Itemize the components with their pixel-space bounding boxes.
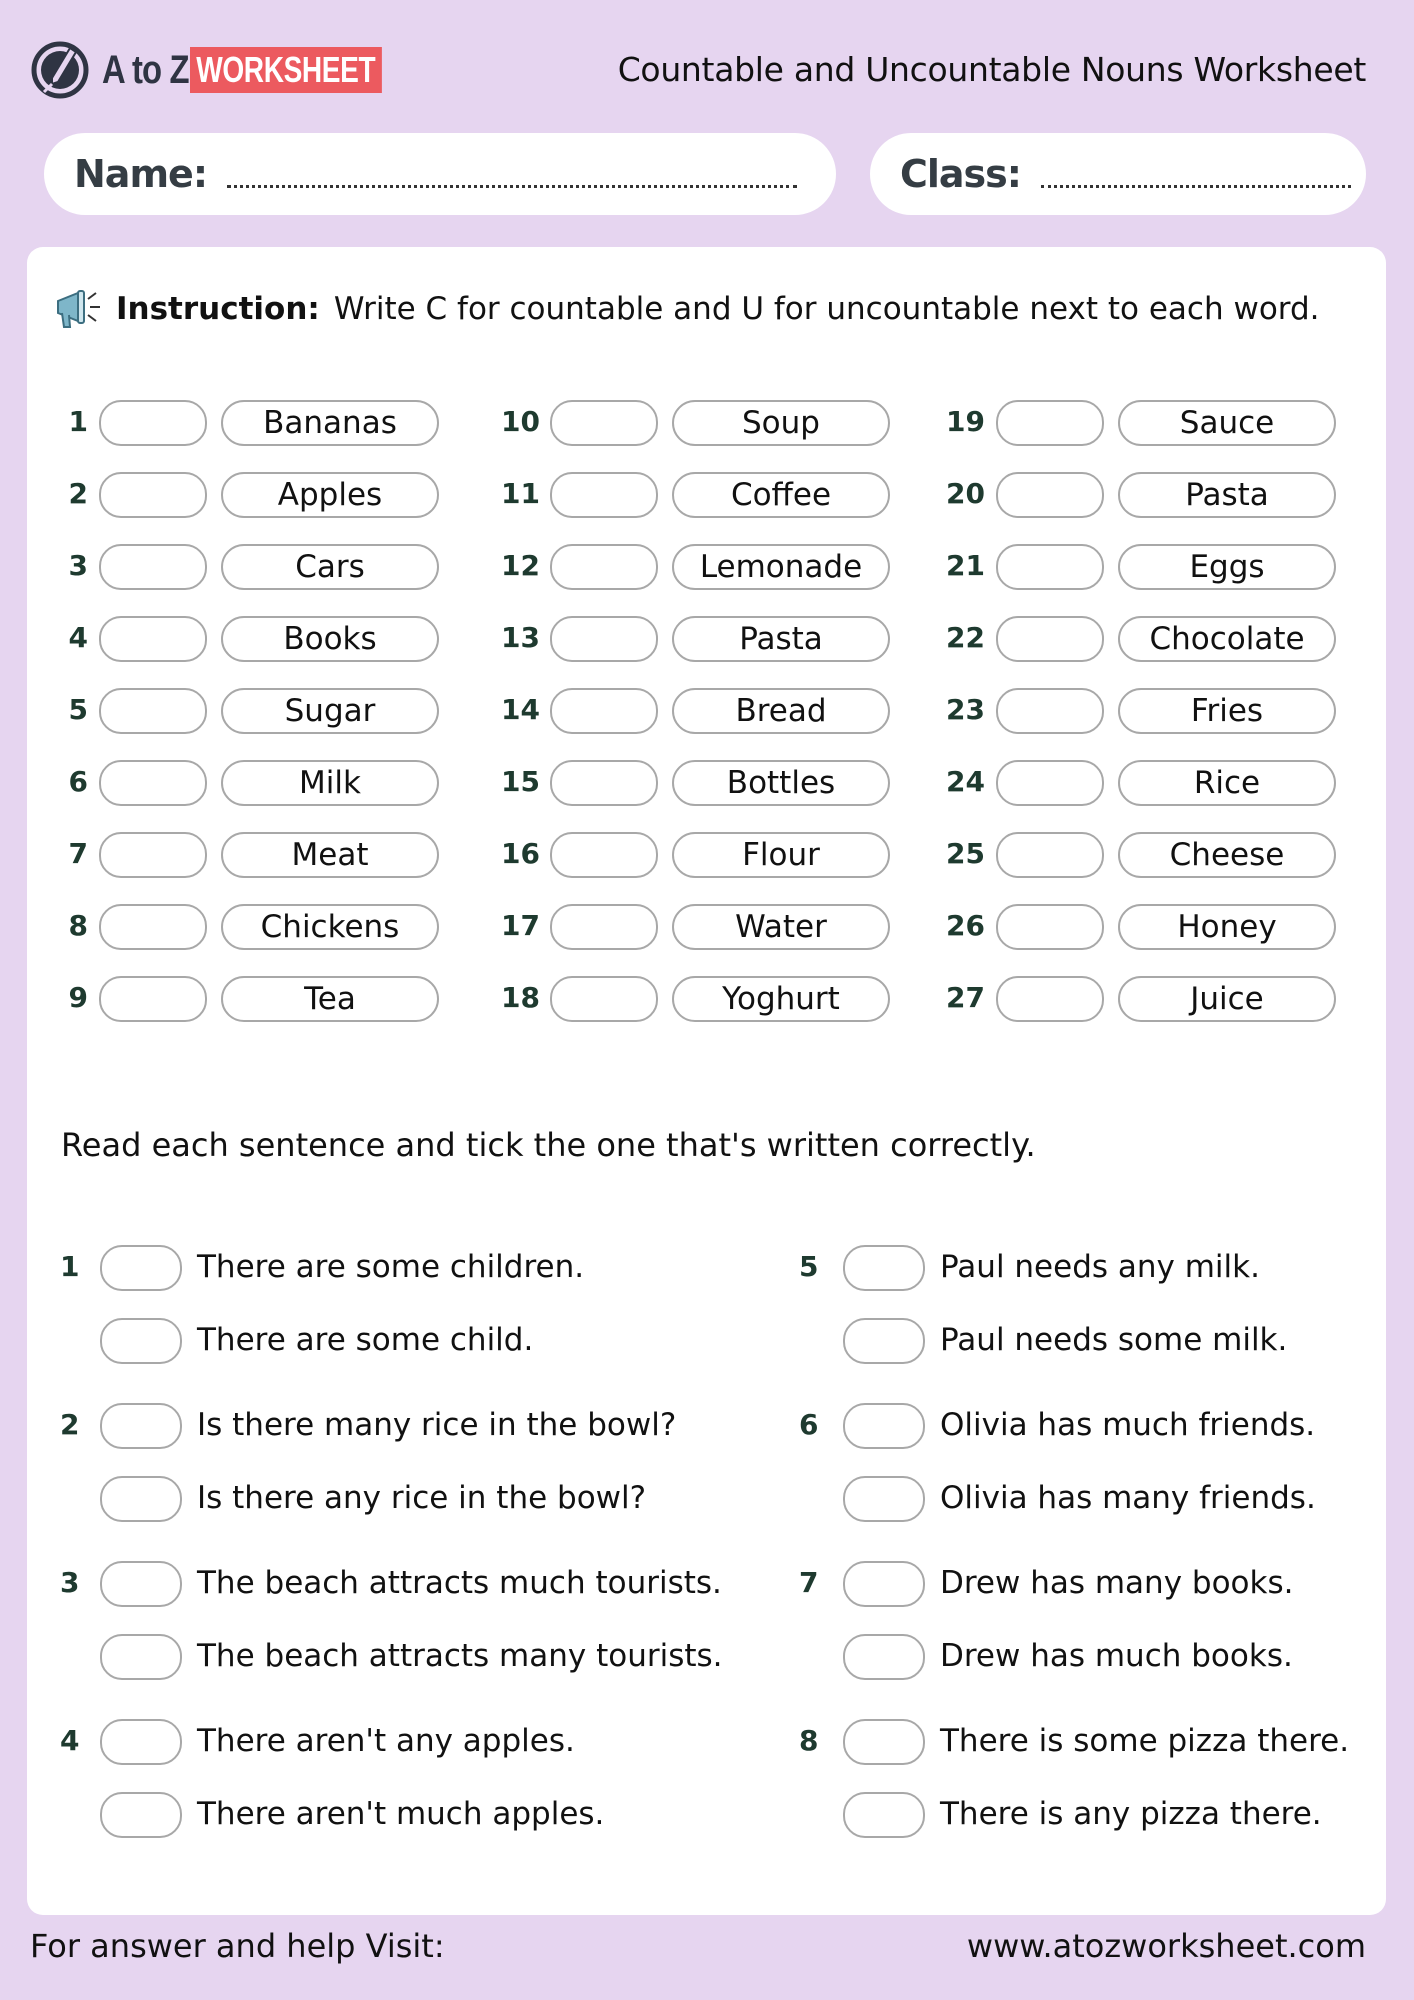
- word-label: Juice: [1118, 976, 1336, 1022]
- answer-box[interactable]: [99, 760, 207, 806]
- item-number: 26: [946, 909, 985, 942]
- item-number: 1: [68, 405, 88, 438]
- sentence-option: Olivia has much friends.: [940, 1407, 1316, 1443]
- item-number: 17: [501, 909, 540, 942]
- tick-box[interactable]: [843, 1792, 925, 1838]
- item-number: 22: [946, 621, 985, 654]
- answer-box[interactable]: [550, 832, 658, 878]
- answer-box[interactable]: [550, 904, 658, 950]
- logo-text: A to Z: [102, 47, 189, 92]
- sentence-option: There aren't any apples.: [197, 1723, 575, 1759]
- tick-box[interactable]: [100, 1476, 182, 1522]
- answer-box[interactable]: [996, 616, 1104, 662]
- word-label: Meat: [221, 832, 439, 878]
- footer-link[interactable]: www.atozworksheet.com: [966, 1927, 1366, 1965]
- item-number: 19: [946, 405, 985, 438]
- word-label: Eggs: [1118, 544, 1336, 590]
- word-label: Tea: [221, 976, 439, 1022]
- pen-logo-icon: [30, 40, 90, 100]
- sentence-option: Is there any rice in the bowl?: [197, 1480, 647, 1516]
- tick-box[interactable]: [100, 1792, 182, 1838]
- name-field[interactable]: [44, 133, 836, 215]
- sentence-option: There is some pizza there.: [940, 1723, 1350, 1759]
- item-number: 24: [946, 765, 985, 798]
- word-label: Yoghurt: [672, 976, 890, 1022]
- instruction-text: Write C for countable and U for uncountable next to each word.: [333, 291, 1320, 327]
- brand-logo: [30, 38, 435, 102]
- sentence-option: There are some children.: [197, 1249, 585, 1285]
- item-number: 9: [68, 981, 88, 1014]
- word-label: Cheese: [1118, 832, 1336, 878]
- question-number: 7: [799, 1566, 819, 1599]
- instruction: [54, 287, 1320, 331]
- answer-box[interactable]: [550, 400, 658, 446]
- answer-box[interactable]: [99, 400, 207, 446]
- answer-box[interactable]: [550, 760, 658, 806]
- item-number: 7: [68, 837, 88, 870]
- answer-box[interactable]: [996, 472, 1104, 518]
- sentence-option: Drew has many books.: [940, 1565, 1294, 1601]
- answer-box[interactable]: [996, 688, 1104, 734]
- word-label: Bread: [672, 688, 890, 734]
- name-line[interactable]: [227, 185, 797, 188]
- class-label: Class:: [900, 152, 1021, 196]
- item-number: 16: [501, 837, 540, 870]
- answer-box[interactable]: [99, 976, 207, 1022]
- tick-box[interactable]: [843, 1318, 925, 1364]
- word-label: Pasta: [1118, 472, 1336, 518]
- word-label: Bottles: [672, 760, 890, 806]
- logo-badge: WORKSHEET: [190, 47, 381, 93]
- tick-box[interactable]: [843, 1561, 925, 1607]
- question-number: 1: [60, 1250, 80, 1283]
- word-label: Cars: [221, 544, 439, 590]
- sentence-option: Paul needs any milk.: [940, 1249, 1260, 1285]
- item-number: 3: [68, 549, 88, 582]
- item-number: 27: [946, 981, 985, 1014]
- question-number: 4: [60, 1724, 80, 1757]
- class-line[interactable]: [1041, 185, 1351, 188]
- answer-box[interactable]: [99, 688, 207, 734]
- item-number: 23: [946, 693, 985, 726]
- item-number: 25: [946, 837, 985, 870]
- tick-box[interactable]: [843, 1719, 925, 1765]
- tick-box[interactable]: [100, 1719, 182, 1765]
- tick-box[interactable]: [100, 1561, 182, 1607]
- word-label: Fries: [1118, 688, 1336, 734]
- answer-box[interactable]: [996, 832, 1104, 878]
- word-label: Coffee: [672, 472, 890, 518]
- answer-box[interactable]: [99, 544, 207, 590]
- sentence-option: Drew has much books.: [940, 1638, 1293, 1674]
- tick-box[interactable]: [843, 1403, 925, 1449]
- word-label: Books: [221, 616, 439, 662]
- item-number: 14: [501, 693, 540, 726]
- answer-box[interactable]: [550, 616, 658, 662]
- section2-instruction: Read each sentence and tick the one that's written correctly.: [61, 1126, 1036, 1164]
- word-label: Honey: [1118, 904, 1336, 950]
- answer-box[interactable]: [550, 472, 658, 518]
- megaphone-icon: [54, 287, 104, 331]
- class-field[interactable]: [870, 133, 1366, 215]
- item-number: 6: [68, 765, 88, 798]
- word-label: Rice: [1118, 760, 1336, 806]
- sentence-option: Is there many rice in the bowl?: [197, 1407, 677, 1443]
- word-label: Sauce: [1118, 400, 1336, 446]
- item-number: 11: [501, 477, 540, 510]
- question-number: 2: [60, 1408, 80, 1441]
- item-number: 18: [501, 981, 540, 1014]
- answer-box[interactable]: [996, 976, 1104, 1022]
- item-number: 13: [501, 621, 540, 654]
- word-label: Soup: [672, 400, 890, 446]
- question-number: 6: [799, 1408, 819, 1441]
- answer-box[interactable]: [996, 544, 1104, 590]
- name-label: Name:: [74, 152, 208, 196]
- answer-box[interactable]: [996, 904, 1104, 950]
- tick-box[interactable]: [843, 1634, 925, 1680]
- answer-box[interactable]: [99, 616, 207, 662]
- answer-box[interactable]: [550, 976, 658, 1022]
- tick-box[interactable]: [100, 1634, 182, 1680]
- item-number: 12: [501, 549, 540, 582]
- question-number: 3: [60, 1566, 80, 1599]
- answer-box[interactable]: [99, 904, 207, 950]
- tick-box[interactable]: [100, 1318, 182, 1364]
- page-title: Countable and Uncountable Nouns Worksheet: [617, 50, 1366, 89]
- word-label: Sugar: [221, 688, 439, 734]
- word-label: Water: [672, 904, 890, 950]
- tick-box[interactable]: [843, 1245, 925, 1291]
- item-number: 20: [946, 477, 985, 510]
- tick-box[interactable]: [843, 1476, 925, 1522]
- question-number: 5: [799, 1250, 819, 1283]
- answer-box[interactable]: [99, 472, 207, 518]
- sentence-option: There are some child.: [197, 1322, 534, 1358]
- sentence-option: There is any pizza there.: [940, 1796, 1322, 1832]
- item-number: 5: [68, 693, 88, 726]
- sentence-option: The beach attracts much tourists.: [197, 1565, 722, 1601]
- sentence-option: There aren't much apples.: [197, 1796, 605, 1832]
- tick-box[interactable]: [100, 1403, 182, 1449]
- word-label: Pasta: [672, 616, 890, 662]
- tick-box[interactable]: [100, 1245, 182, 1291]
- answer-box[interactable]: [550, 688, 658, 734]
- question-number: 8: [799, 1724, 819, 1757]
- word-label: Flour: [672, 832, 890, 878]
- word-label: Apples: [221, 472, 439, 518]
- item-number: 8: [68, 909, 88, 942]
- item-number: 4: [68, 621, 88, 654]
- word-label: Chickens: [221, 904, 439, 950]
- item-number: 2: [68, 477, 88, 510]
- sentence-option: The beach attracts many tourists.: [197, 1638, 723, 1674]
- sentence-option: Olivia has many friends.: [940, 1480, 1316, 1516]
- answer-box[interactable]: [996, 400, 1104, 446]
- answer-box[interactable]: [99, 832, 207, 878]
- sentence-option: Paul needs some milk.: [940, 1322, 1288, 1358]
- word-label: Lemonade: [672, 544, 890, 590]
- instruction-label: Instruction:: [116, 291, 320, 327]
- item-number: 10: [501, 405, 540, 438]
- answer-box[interactable]: [996, 760, 1104, 806]
- answer-box[interactable]: [550, 544, 658, 590]
- word-label: Milk: [221, 760, 439, 806]
- item-number: 15: [501, 765, 540, 798]
- word-label: Bananas: [221, 400, 439, 446]
- item-number: 21: [946, 549, 985, 582]
- footer-text: For answer and help Visit:: [30, 1927, 445, 1965]
- word-label: Chocolate: [1118, 616, 1336, 662]
